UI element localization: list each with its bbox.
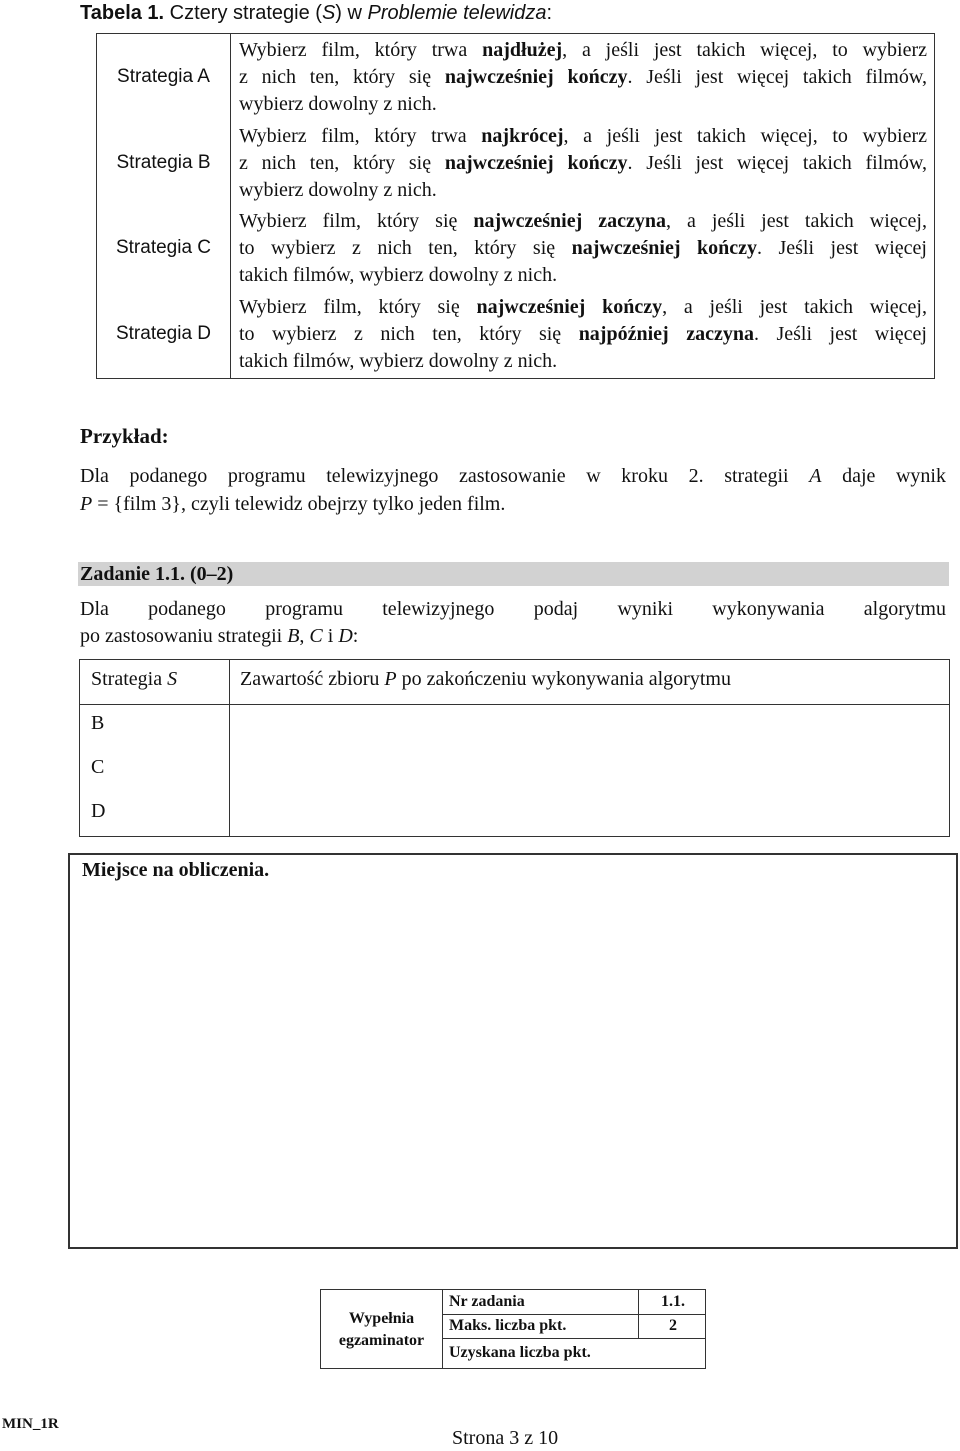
page-number: Strona 3 z 10: [452, 1427, 559, 1449]
examiner-label: Wypełnia egzaminator: [338, 1310, 425, 1349]
table-column-divider: [230, 34, 231, 378]
max-points-value: 2: [669, 1317, 677, 1334]
task-number-value: 1.1.: [661, 1293, 685, 1310]
strategy-a-description: Wybierz film, który trwa najdłużej, a jeśli jest takich więcej, to wybierz z nich ten, który się najwcześniej kończy. Jeśli jest więcej takich filmów, wybierz dowolny z nich.: [239, 39, 928, 115]
strategy-a-name: Strategia A: [117, 66, 210, 87]
answer-table: [79, 659, 950, 837]
task-number-label: Nr zadania: [449, 1293, 525, 1310]
example-heading: Przykład:: [80, 424, 169, 448]
strategy-c-description: Wybierz film, który się najwcześniej zaczyna, a jeśli jest takich więcej, to wybierz z nich ten, który się najwcześniej kończy. Jeśli jest więcej takich filmów, wybierz dowolny z nich.: [239, 210, 927, 286]
calculation-label: Miejsce na obliczenia.: [82, 859, 270, 881]
example-text: Dla podanego programu telewizyjnego zastosowanie w kroku 2. strategii A daje wynik P = {film 3}, czyli telewidz obejrzy tylko jeden film.: [80, 465, 946, 515]
calculation-area[interactable]: [68, 853, 958, 1249]
answer-input-area[interactable]: [230, 705, 949, 836]
score-box: [320, 1289, 706, 1369]
answer-col-result-header: Zawartość zbioru P po zakończeniu wykonywania algorytmu: [240, 668, 731, 690]
answer-row-label-c: C: [91, 756, 105, 778]
strategy-b-description: Wybierz film, który trwa najkrócej, a jeśli jest takich więcej, to wybierz z nich ten, który się najwcześniej kończy. Jeśli jest więcej takich filmów, wybierz dowolny z nich.: [239, 125, 927, 201]
answer-row-label-d: D: [91, 800, 106, 822]
exam-code: MIN_1R: [2, 1416, 59, 1432]
strategy-b-name: Strategia B: [116, 152, 211, 173]
max-points-label: Maks. liczba pkt.: [449, 1317, 567, 1334]
task-instructions: Dla podanego programu telewizyjnego podaj wyniki wykonywania algorytmu po zastosowaniu strategii B, C i D:: [80, 598, 946, 647]
task-header: Zadanie 1.1. (0–2): [78, 562, 949, 586]
strategy-table: [96, 33, 935, 379]
answer-row-label-b: B: [91, 712, 105, 734]
strategy-d-description: Wybierz film, który się najwcześniej kończy, a jeśli jest takich więcej, to wybierz z nich ten, który się najpóźniej zaczyna. Jeśli jest więcej takich filmów, wybierz dowolny z nich.: [239, 296, 927, 372]
table-caption: Tabela 1. Cztery strategie (S) w Problemie telewidza:: [80, 2, 553, 24]
answer-col-strategy-header: Strategia S: [91, 668, 178, 690]
strategy-d-name: Strategia D: [115, 323, 212, 344]
received-points-label: Uzyskana liczba pkt.: [449, 1344, 591, 1361]
strategy-c-name: Strategia C: [115, 237, 212, 258]
received-points-field[interactable]: [639, 1339, 705, 1368]
